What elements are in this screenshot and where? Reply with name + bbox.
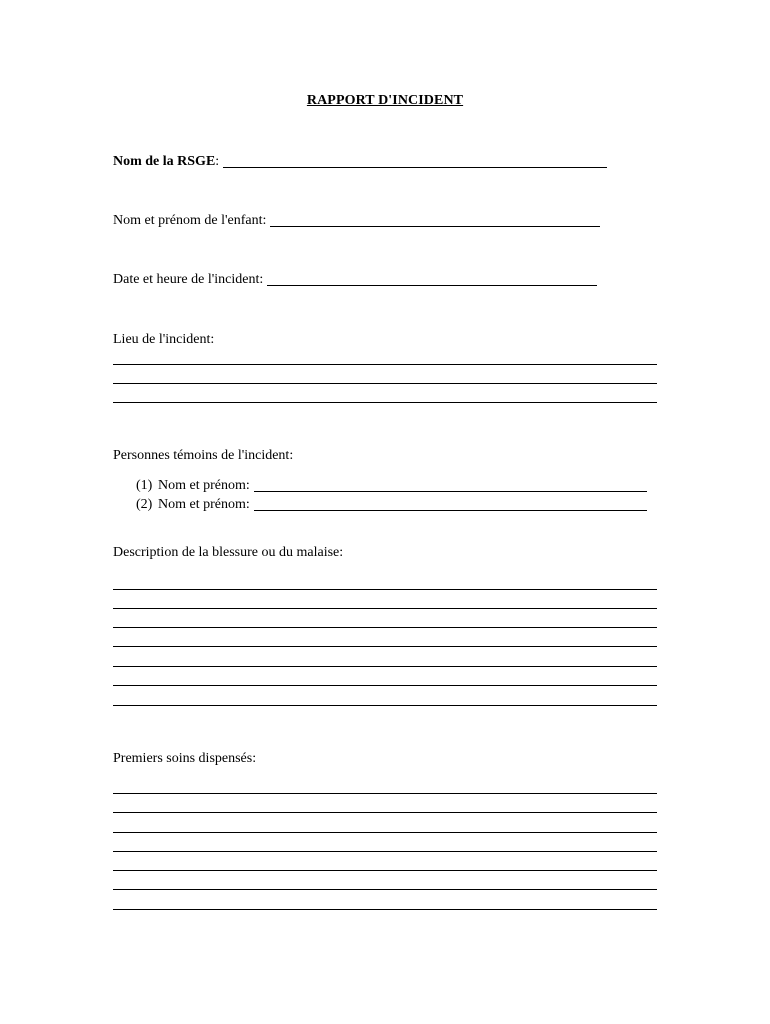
incident-datetime-line[interactable] (267, 271, 597, 286)
witnesses-label: Personnes témoins de l'incident: (113, 448, 294, 463)
witness-name-line[interactable] (254, 496, 647, 511)
location-line[interactable] (113, 364, 657, 365)
description-line[interactable] (113, 608, 657, 609)
description-line[interactable] (113, 666, 657, 667)
description-line[interactable] (113, 589, 657, 590)
witness-number: (2) (136, 497, 153, 512)
child-name-field (113, 211, 600, 231)
rsge-name-line[interactable] (223, 153, 607, 168)
child-name-line[interactable] (270, 212, 600, 227)
incident-datetime-field (113, 270, 597, 290)
document-title: RAPPORT D'INCIDENT (306, 93, 464, 108)
first-aid-line[interactable] (113, 851, 657, 852)
witness-name-label: Nom et prénom: (158, 478, 250, 493)
rsge-name-colon: : (215, 154, 220, 169)
first-aid-label: Premiers soins dispensés: (113, 751, 257, 766)
incident-datetime-label: Date et heure de l'incident: (113, 272, 264, 287)
first-aid-line[interactable] (113, 793, 657, 794)
first-aid-line[interactable] (113, 889, 657, 890)
child-name-label: Nom et prénom de l'enfant: (113, 213, 267, 228)
description-line[interactable] (113, 627, 657, 628)
witness-number: (1) (136, 478, 153, 493)
location-line[interactable] (113, 383, 657, 384)
witness-row-1 (136, 476, 647, 496)
rsge-name-label: Nom de la RSGE (113, 154, 216, 169)
witness-name-line[interactable] (254, 477, 647, 492)
description-line[interactable] (113, 685, 657, 686)
witness-name-label: Nom et prénom: (158, 497, 250, 512)
description-line[interactable] (113, 705, 657, 706)
first-aid-line[interactable] (113, 832, 657, 833)
incident-location-label: Lieu de l'incident: (113, 332, 215, 347)
first-aid-line[interactable] (113, 870, 657, 871)
injury-description-label: Description de la blessure ou du malaise: (113, 545, 344, 560)
location-line[interactable] (113, 402, 657, 403)
first-aid-line[interactable] (113, 909, 657, 910)
rsge-name-field (113, 152, 607, 172)
witness-row-2 (136, 495, 647, 515)
first-aid-line[interactable] (113, 812, 657, 813)
description-line[interactable] (113, 646, 657, 647)
